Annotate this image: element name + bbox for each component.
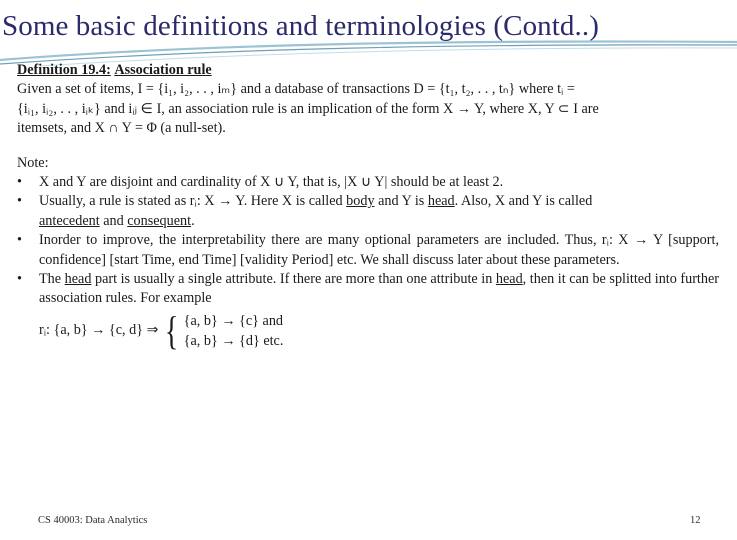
bullet-2-text: Usually, a rule is stated as rᵢ: X → Y. Here X is called (39, 193, 347, 210)
bullet-2-end: . (191, 212, 195, 229)
rule-split-example (39, 307, 719, 353)
note-bullet-2 (17, 192, 719, 231)
example-case-1: {a, b} → {c} and (183, 312, 284, 329)
definition-line-3: itemsets, and X ∩ Y = Φ (a null-set). (17, 120, 226, 137)
note-bullet-1 (17, 173, 719, 192)
term-head-3: head (495, 271, 523, 288)
example-cases (184, 311, 284, 351)
bullet-2-text-mid: and Y is (374, 193, 428, 210)
term-body: body (346, 193, 375, 210)
footer-page-number: 12 (690, 515, 701, 526)
bullet-2-and: and (99, 212, 128, 229)
bullet-4-text: The (39, 271, 65, 288)
bullet-1-text: X and Y are disjoint and cardinality of X ∪ Y, that is, |X ∪ Y| should be at least 2. (39, 174, 504, 191)
definition-name: Association rule (114, 62, 212, 78)
definition-heading (17, 61, 719, 80)
term-antecedent: antecedent (39, 212, 100, 229)
note-bullet-4 (17, 270, 719, 309)
term-consequent: consequent (127, 212, 192, 229)
example-lhs: rᵢ: {a, b} → {c, d} ⇒ (39, 322, 159, 339)
definition-label: Definition 19.4: (17, 62, 111, 78)
bullet-4-text-mid: part is usually a single attribute. If there are more than one attribute in (91, 271, 496, 288)
term-head: head (427, 193, 455, 210)
footer-course: CS 40003: Data Analytics (38, 515, 148, 526)
example-case-2: {a, b} → {d} etc. (183, 332, 284, 349)
slide-body (17, 61, 719, 351)
definition-line-1: Given a set of items, I = {i₁, i₂, . . , iₘ} and a database of transactions D = {t₁, t₂, . . , tₙ} where tᵢ = (17, 81, 575, 98)
term-head-2: head (64, 271, 92, 288)
bullet-4-text-post: , then it can be splitted into further association rules. For example (39, 271, 719, 307)
definition-line-2: {iᵢ₁, iᵢ₂, . . , iᵢₖ} and iᵢⱼ ∈ I, an association rule is an implication of the form X → Y, where X, Y ⊂ I are (17, 100, 599, 117)
bullet-3-text: Inorder to improve, the interpretability there are many optional parameters are included. Thus, rᵢ: X → Y [support, confidence] [start Time, end Time] [validity Period] etc. We shall discuss later about these parameters. (39, 232, 719, 268)
bullet-2-text-post: . Also, X and Y is called (454, 193, 593, 210)
note-list (17, 173, 719, 309)
left-brace: { (165, 307, 179, 353)
note-label: Note: (17, 154, 49, 171)
note-bullet-3 (17, 231, 719, 270)
slide-title: Some basic definitions and terminologies (Contd..) (2, 10, 599, 42)
